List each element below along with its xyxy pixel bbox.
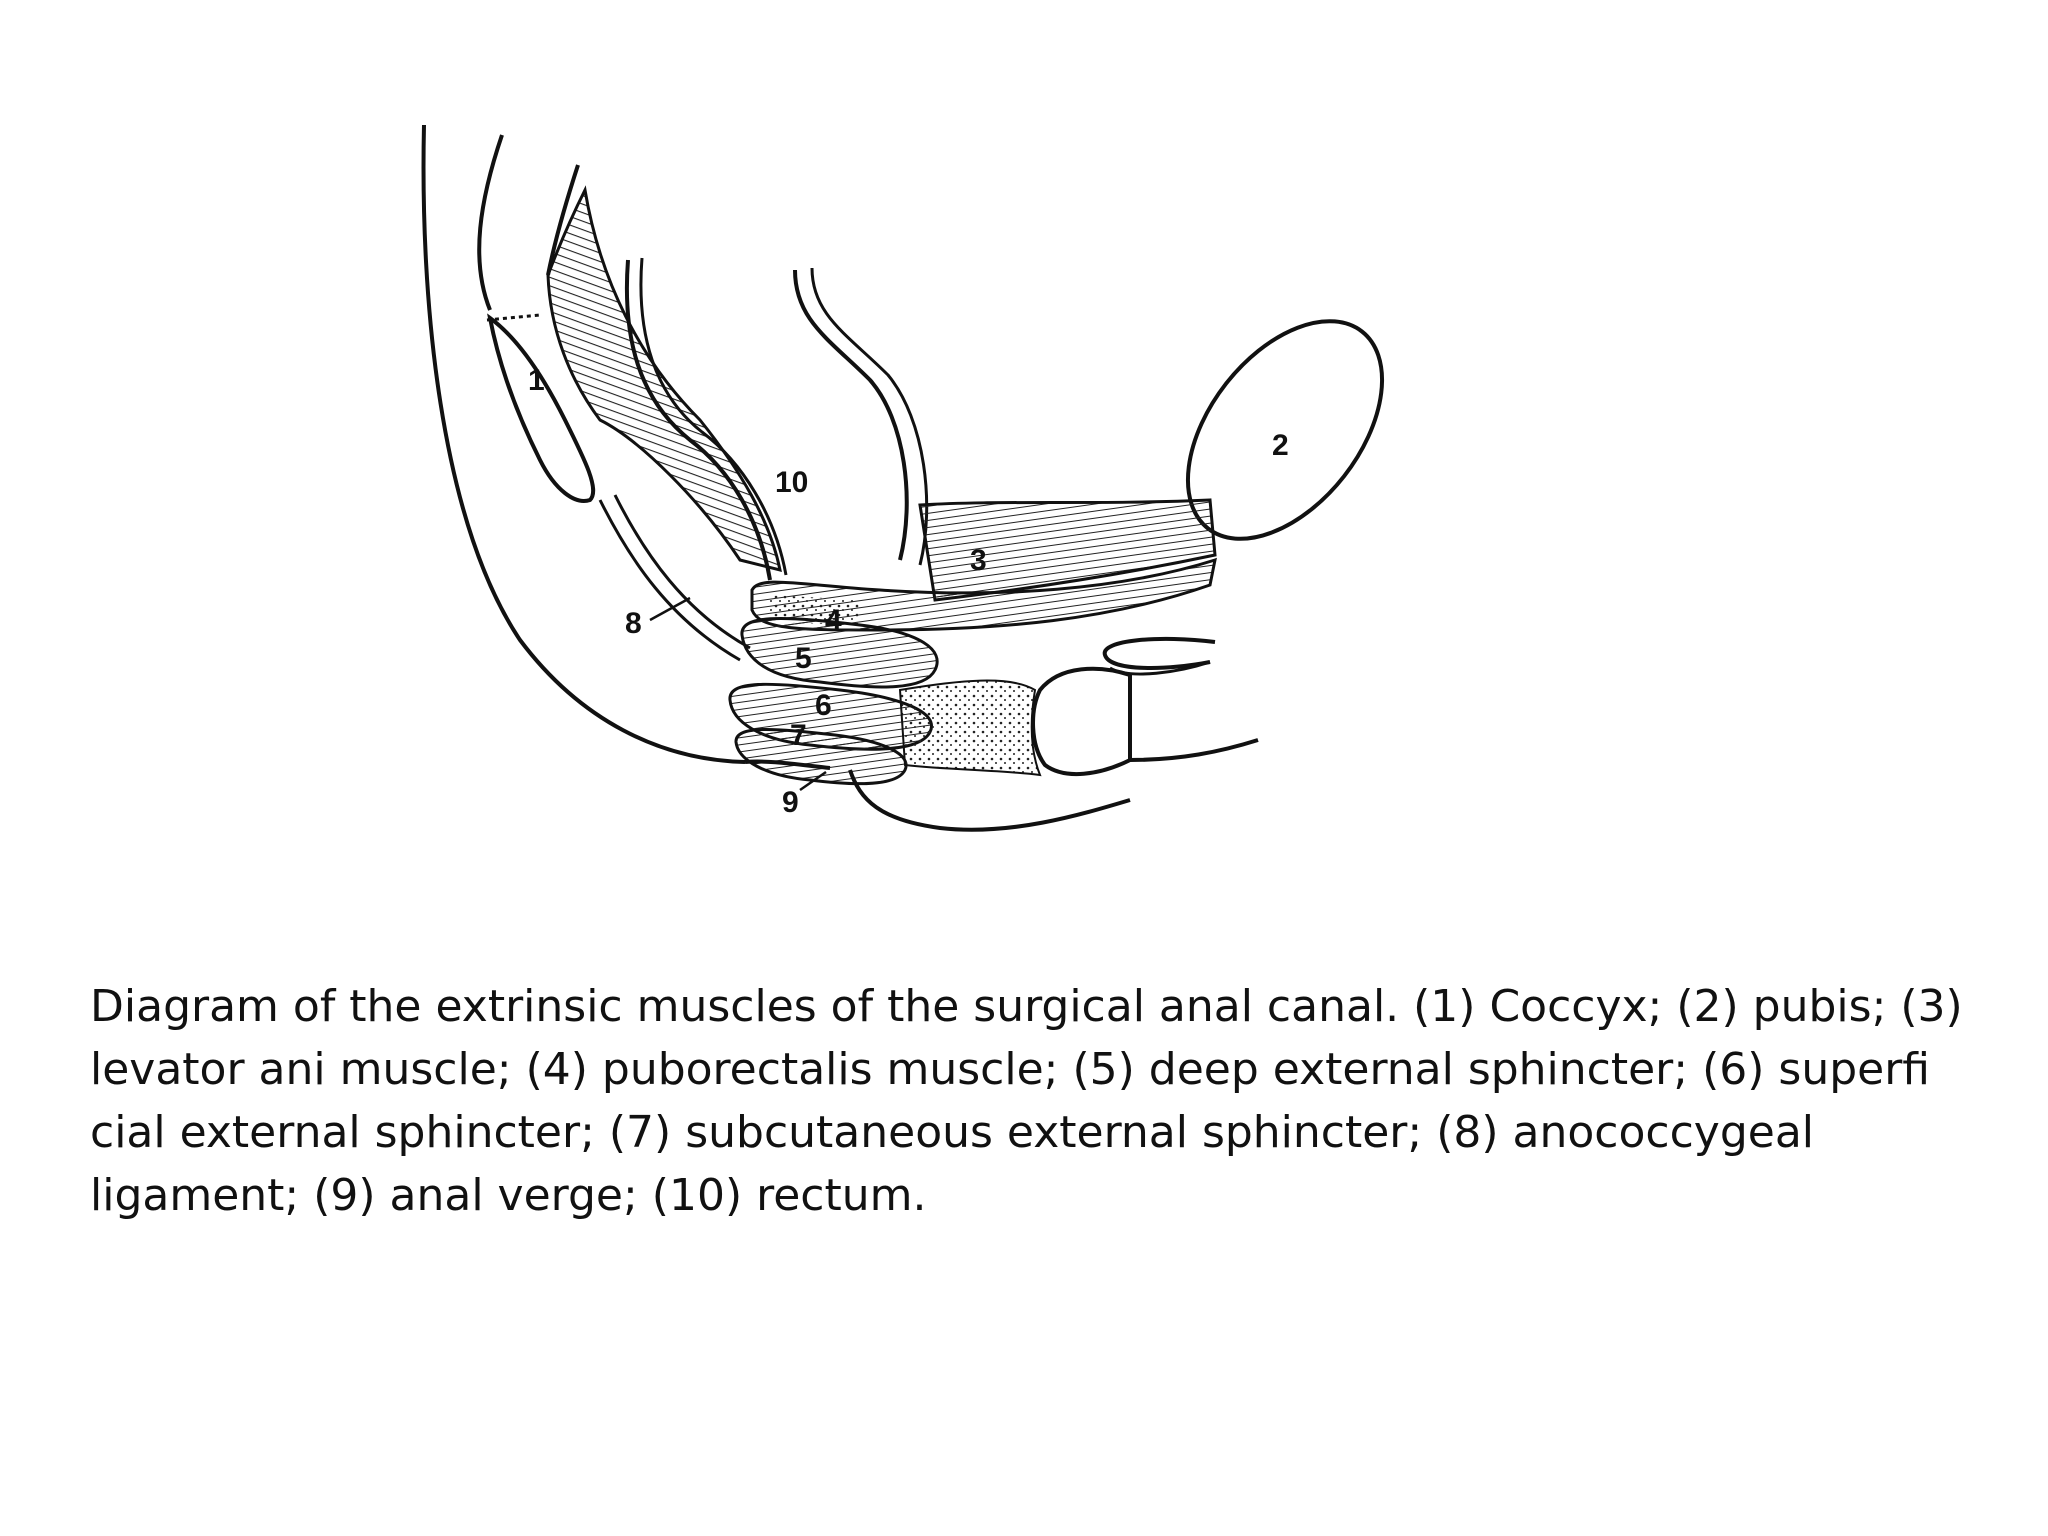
coccyx-dotted-joint [487, 315, 540, 320]
urethra-loop [1105, 639, 1215, 668]
label-10: 10 [775, 466, 809, 499]
label-9: 9 [782, 786, 799, 819]
label-8: 8 [625, 607, 642, 640]
caption-line-3: cial external sphincter; (7) subcutaneous external sphincter; (8) anococcygeal [90, 1107, 1815, 1158]
perineal-body [900, 681, 1040, 775]
sacrum-line-front [479, 135, 502, 310]
label-3: 3 [970, 544, 987, 577]
bulb-shape [1033, 669, 1130, 774]
label-6: 6 [815, 689, 832, 722]
rectum-wall-anterior-inner [812, 268, 927, 565]
label-4: 4 [825, 604, 842, 637]
label-7: 7 [790, 719, 807, 752]
label-5: 5 [795, 642, 812, 675]
label-2: 2 [1272, 429, 1289, 462]
rectum-wall-anterior [795, 270, 907, 560]
penile-urethra-contour [1130, 740, 1258, 760]
caption-line-1: Diagram of the extrinsic muscles of the surgical anal canal. (1) Coccyx; (2) pubis; (3) [90, 981, 1963, 1032]
caption-line-4: ligament; (9) anal verge; (10) rectum. [90, 1170, 927, 1221]
figure-caption [90, 975, 1963, 1227]
label-1: 1 [528, 364, 545, 397]
caption-line-2: levator ani muscle; (4) puborectalis muscle; (5) deep external sphincter; (6) superfi [90, 1044, 1931, 1095]
levator-posterior-fibres [548, 190, 780, 570]
